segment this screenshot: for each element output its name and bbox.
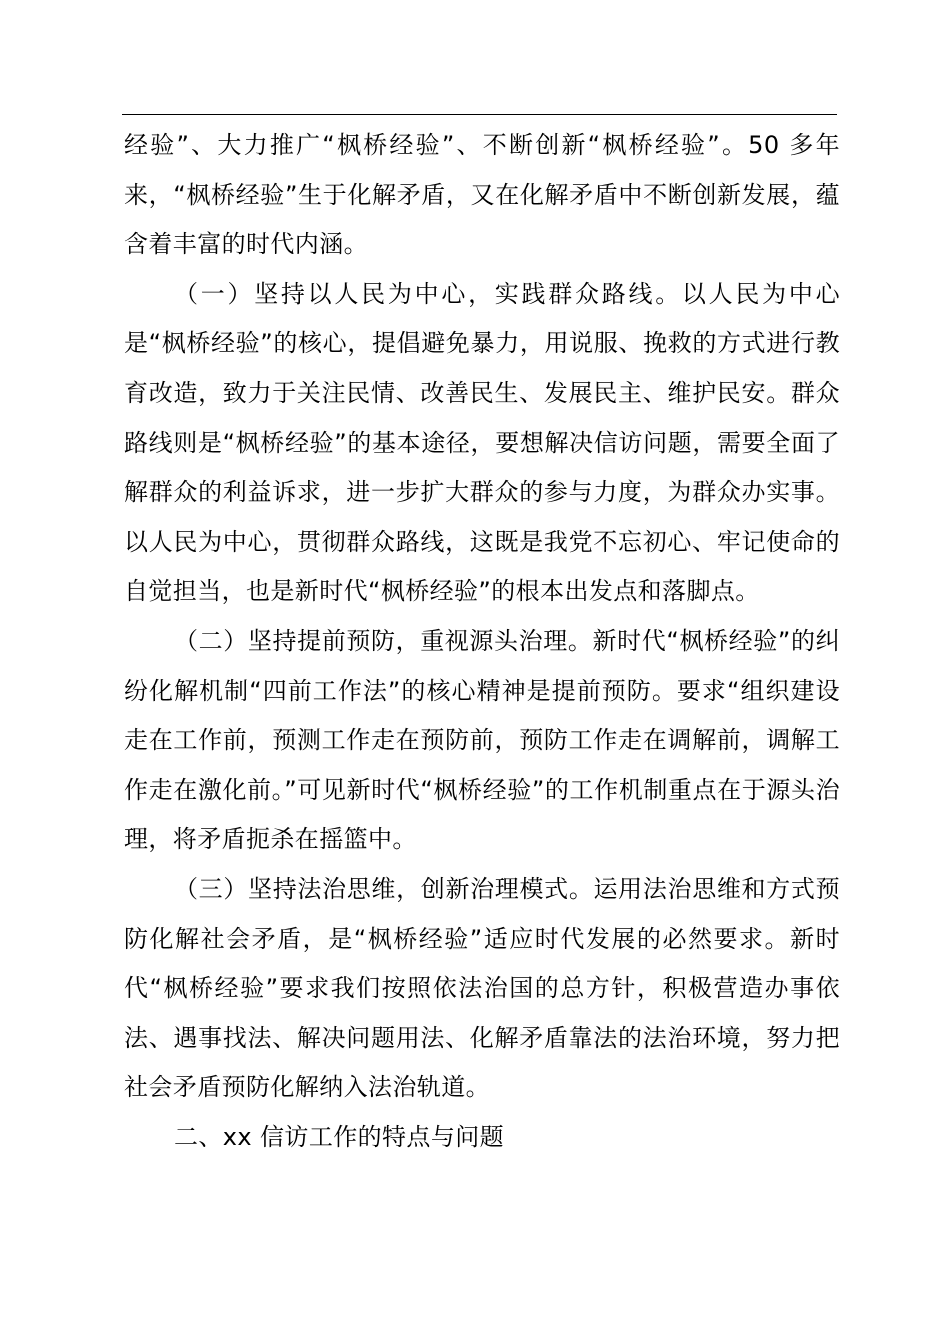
- paragraph-section-3: （三）坚持法治思维，创新治理模式。运用法治思维和方式预防化解社会矛盾，是“枫桥经验”适应时代发展的必然要求。新时代“枫桥经验”要求我们按照依法治国的总方针，积极营造办事依法、遇事找法、解决问题用法、化解矛盾靠法的法治环境，努力把社会矛盾预防化解纳入法治轨道。: [124, 874, 840, 1102]
- paragraph-section-2: （二）坚持提前预防，重视源头治理。新时代“枫桥经验”的纠纷化解机制“四前工作法”的核心精神是提前预防。要求“组织建设走在工作前，预测工作走在预防前，预防工作走在调解前，调解工作走在激化前。”可见新时代“枫桥经验”的工作机制重点在于源头治理，将矛盾扼杀在摇篮中。: [124, 626, 840, 854]
- section-heading: 二、xx 信访工作的特点与问题: [174, 1122, 505, 1151]
- document-body: [124, 121, 840, 1162]
- header-rule: [122, 114, 837, 115]
- paragraph-continuation: 经验”、大力推广“枫桥经验”、不断创新“枫桥经验”。50 多年来，“枫桥经验”生于化解矛盾，又在化解矛盾中不断创新发展，蕴含着丰富的时代内涵。: [124, 131, 840, 259]
- paragraph-section-1: （一）坚持以人民为中心，实践群众路线。以人民为中心是“枫桥经验”的核心，提倡避免暴力，用说服、挽救的方式进行教育改造，致力于关注民情、改善民生、发展民主、维护民安。群众路线则是“枫桥经验”的基本途径，要想解决信访问题，需要全面了解群众的利益诉求，进一步扩大群众的参与力度，为群众办实事。以人民为中心，贯彻群众路线，这既是我党不忘初心、牢记使命的自觉担当，也是新时代“枫桥经验”的根本出发点和落脚点。: [124, 279, 840, 606]
